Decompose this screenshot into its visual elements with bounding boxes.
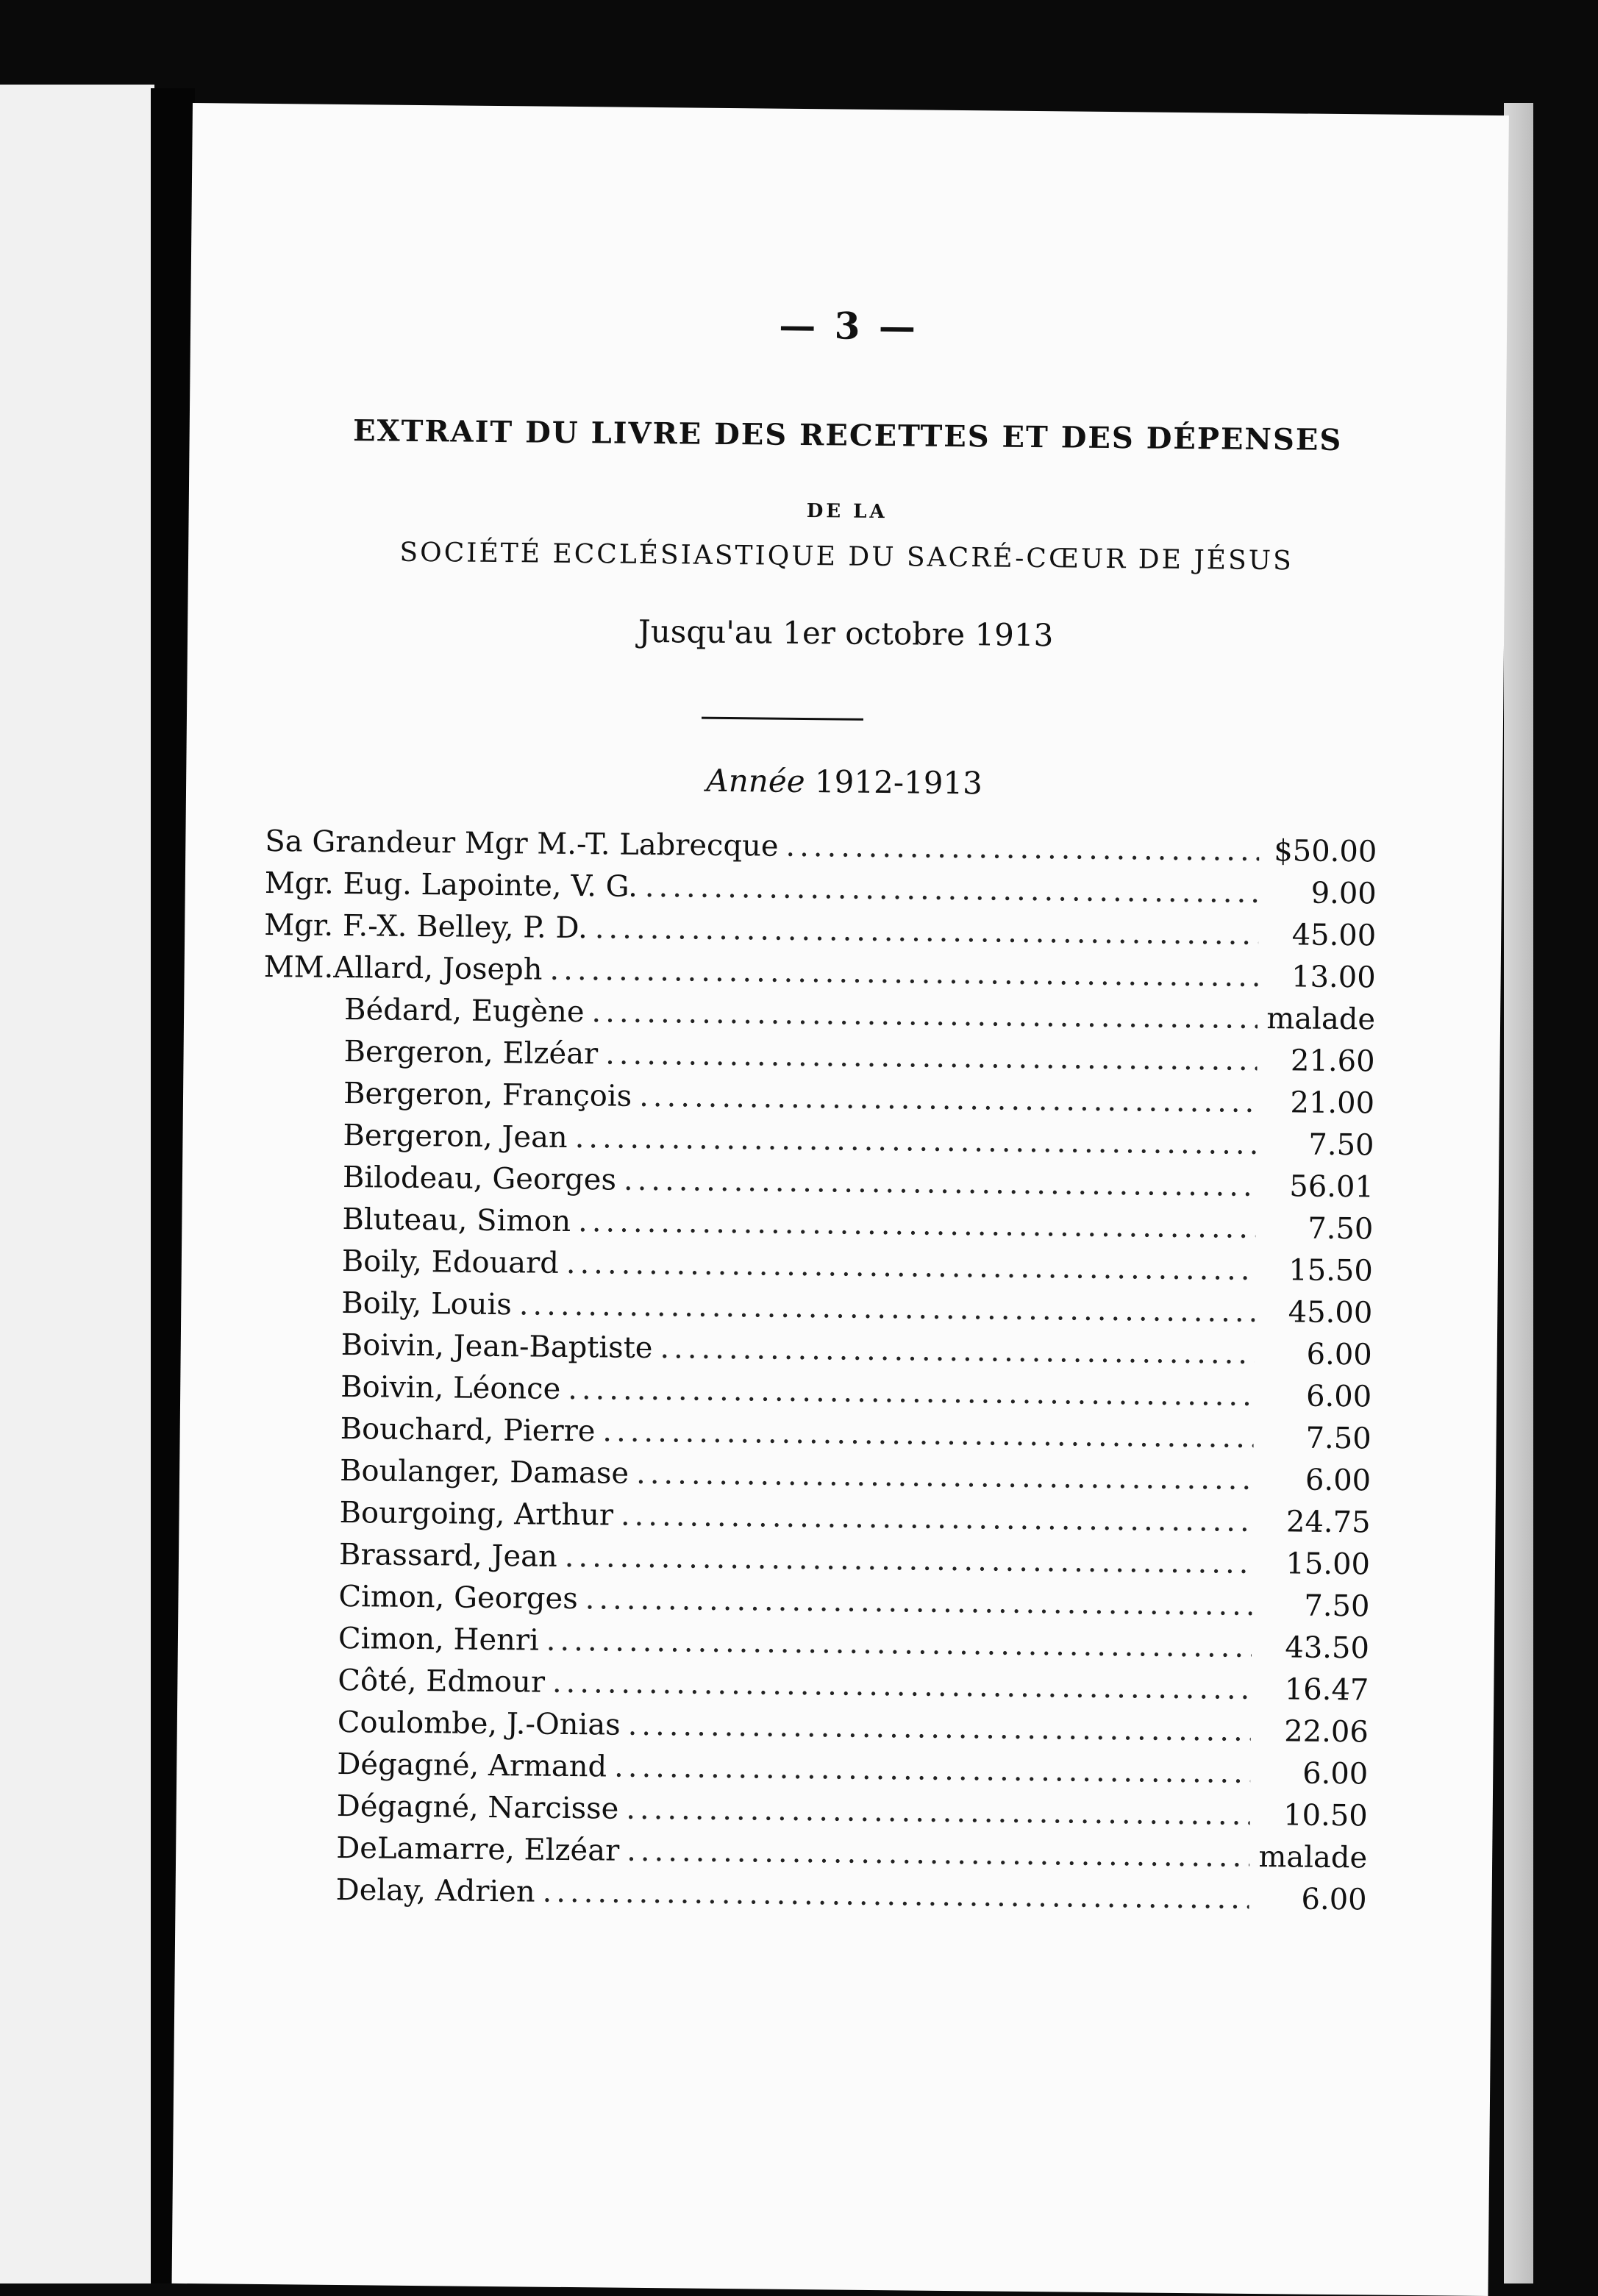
dot-leader (627, 1708, 1251, 1748)
entry-name: Mgr. Eug. Lapointe, V. G. (264, 866, 638, 904)
entry-amount: $50.00 (1274, 834, 1377, 869)
dot-leader (574, 1121, 1256, 1161)
entry-name: Cimon, Georges (338, 1580, 578, 1616)
entry-amount: 7.50 (1308, 1127, 1374, 1163)
entry-amount: 6.00 (1301, 1882, 1367, 1917)
entry-amount: 16.47 (1284, 1672, 1369, 1708)
entry-name: Dégagné, Narcisse (336, 1789, 619, 1826)
page-title: EXTRAIT DU LIVRE DES RECETTES ET DES DÉPENSES (352, 413, 1343, 458)
entry-amount: 15.00 (1285, 1547, 1371, 1582)
entry-name: Cimon, Henri (338, 1621, 540, 1658)
dot-leader (568, 1372, 1254, 1413)
dot-leader (645, 870, 1259, 910)
entry-name: Bergeron, François (343, 1077, 632, 1113)
dot-leader (624, 1163, 1256, 1203)
dot-leader (621, 1499, 1253, 1539)
dot-leader (636, 1457, 1253, 1497)
entry-amount: 6.00 (1306, 1337, 1372, 1372)
entry-amount: 6.00 (1305, 1379, 1372, 1414)
entry-amount: 24.75 (1285, 1505, 1371, 1540)
dot-leader (626, 1792, 1250, 1832)
entry-name: Côté, Edmour (338, 1663, 546, 1700)
dot-leader (627, 1834, 1249, 1874)
year-range: 1912-1913 (814, 763, 983, 802)
contributions-list (186, 824, 1502, 1917)
dot-leader (639, 1080, 1257, 1119)
entry-name: Boivin, Léonce (340, 1370, 561, 1406)
entry-amount: 15.50 (1288, 1253, 1374, 1288)
dot-leader (591, 995, 1258, 1035)
entry-amount: 45.00 (1288, 1295, 1373, 1330)
dot-leader (566, 1247, 1255, 1287)
divider-rule (702, 717, 863, 721)
entry-amount: 10.50 (1283, 1798, 1368, 1833)
entry-name: Boily, Louis (341, 1286, 513, 1322)
dot-leader (565, 1540, 1253, 1580)
list-item (335, 1873, 1366, 1925)
entry-name: Allard, Joseph (333, 950, 543, 987)
dot-leader (602, 1414, 1254, 1454)
dot-leader (578, 1205, 1256, 1245)
entry-prefix: MM. (263, 949, 334, 985)
dot-leader (605, 1037, 1258, 1077)
year-heading (186, 757, 1502, 806)
left-facing-page (0, 85, 154, 2283)
entry-amount: 9.00 (1310, 876, 1377, 911)
entry-amount: 43.50 (1285, 1630, 1370, 1666)
year-word: Année (706, 762, 805, 800)
entry-name: Bourgoing, Arthur (339, 1496, 614, 1533)
entry-name: Sa Grandeur Mgr M.-T. Labrecque (265, 824, 779, 863)
entry-amount: 7.50 (1305, 1421, 1372, 1456)
entry-amount: 45.00 (1291, 918, 1377, 953)
entry-name: Bédard, Eugène (343, 993, 585, 1030)
dot-leader (585, 1582, 1252, 1622)
entry-name: Delay, Adrien (335, 1872, 535, 1909)
title-connector: DE LA (806, 500, 888, 524)
entry-name: Dégagné, Armand (337, 1747, 607, 1784)
page-edge (1504, 103, 1533, 2283)
entry-name: Boulanger, Damase (339, 1454, 629, 1491)
society-name: SOCIÉTÉ ECCLÉSIASTIQUE DU SACRÉ-CŒUR DE JÉSUS (399, 537, 1294, 577)
document-page (172, 103, 1509, 2296)
dot-leader (785, 830, 1259, 868)
entry-amount: malade (1266, 1002, 1376, 1037)
entry-name: Bluteau, Simon (342, 1202, 571, 1239)
entry-name: Bergeron, Jean (343, 1119, 568, 1155)
entry-name: Boivin, Jean-Baptiste (340, 1328, 653, 1366)
entry-name: Bilodeau, Georges (342, 1161, 617, 1197)
entry-amount: 6.00 (1302, 1756, 1369, 1791)
dot-leader (546, 1624, 1252, 1664)
entry-amount: malade (1258, 1840, 1368, 1875)
entry-name: DeLamarre, Elzéar (336, 1830, 620, 1868)
dot-leader (614, 1750, 1251, 1790)
dot-leader (552, 1666, 1252, 1706)
entry-amount: 22.06 (1284, 1714, 1369, 1750)
entry-name: Coulombe, J.-Onias (337, 1705, 621, 1742)
entry-amount: 7.50 (1304, 1589, 1370, 1624)
entry-amount: 6.00 (1305, 1463, 1372, 1498)
entry-amount: 21.00 (1290, 1085, 1375, 1121)
date-line: Jusqu'au 1er octobre 1913 (638, 613, 1054, 654)
entry-name: Mgr. F.-X. Belley, P. D. (264, 908, 588, 946)
dot-leader (595, 911, 1259, 952)
entry-amount: 7.50 (1308, 1211, 1374, 1247)
entry-name: Brassard, Jean (338, 1538, 558, 1574)
dot-leader (660, 1331, 1255, 1371)
dot-leader (542, 1875, 1249, 1916)
entry-name: Bergeron, Elzéar (343, 1035, 599, 1072)
entry-amount: 21.60 (1290, 1044, 1375, 1079)
dot-leader (519, 1288, 1255, 1329)
entry-name: Bouchard, Pierre (340, 1412, 596, 1449)
entry-amount: 13.00 (1291, 960, 1376, 995)
entry-amount: 56.01 (1289, 1169, 1374, 1205)
dot-leader (549, 953, 1258, 994)
page-number: — 3 — (779, 303, 919, 349)
entry-name: Boily, Edouard (341, 1244, 560, 1280)
